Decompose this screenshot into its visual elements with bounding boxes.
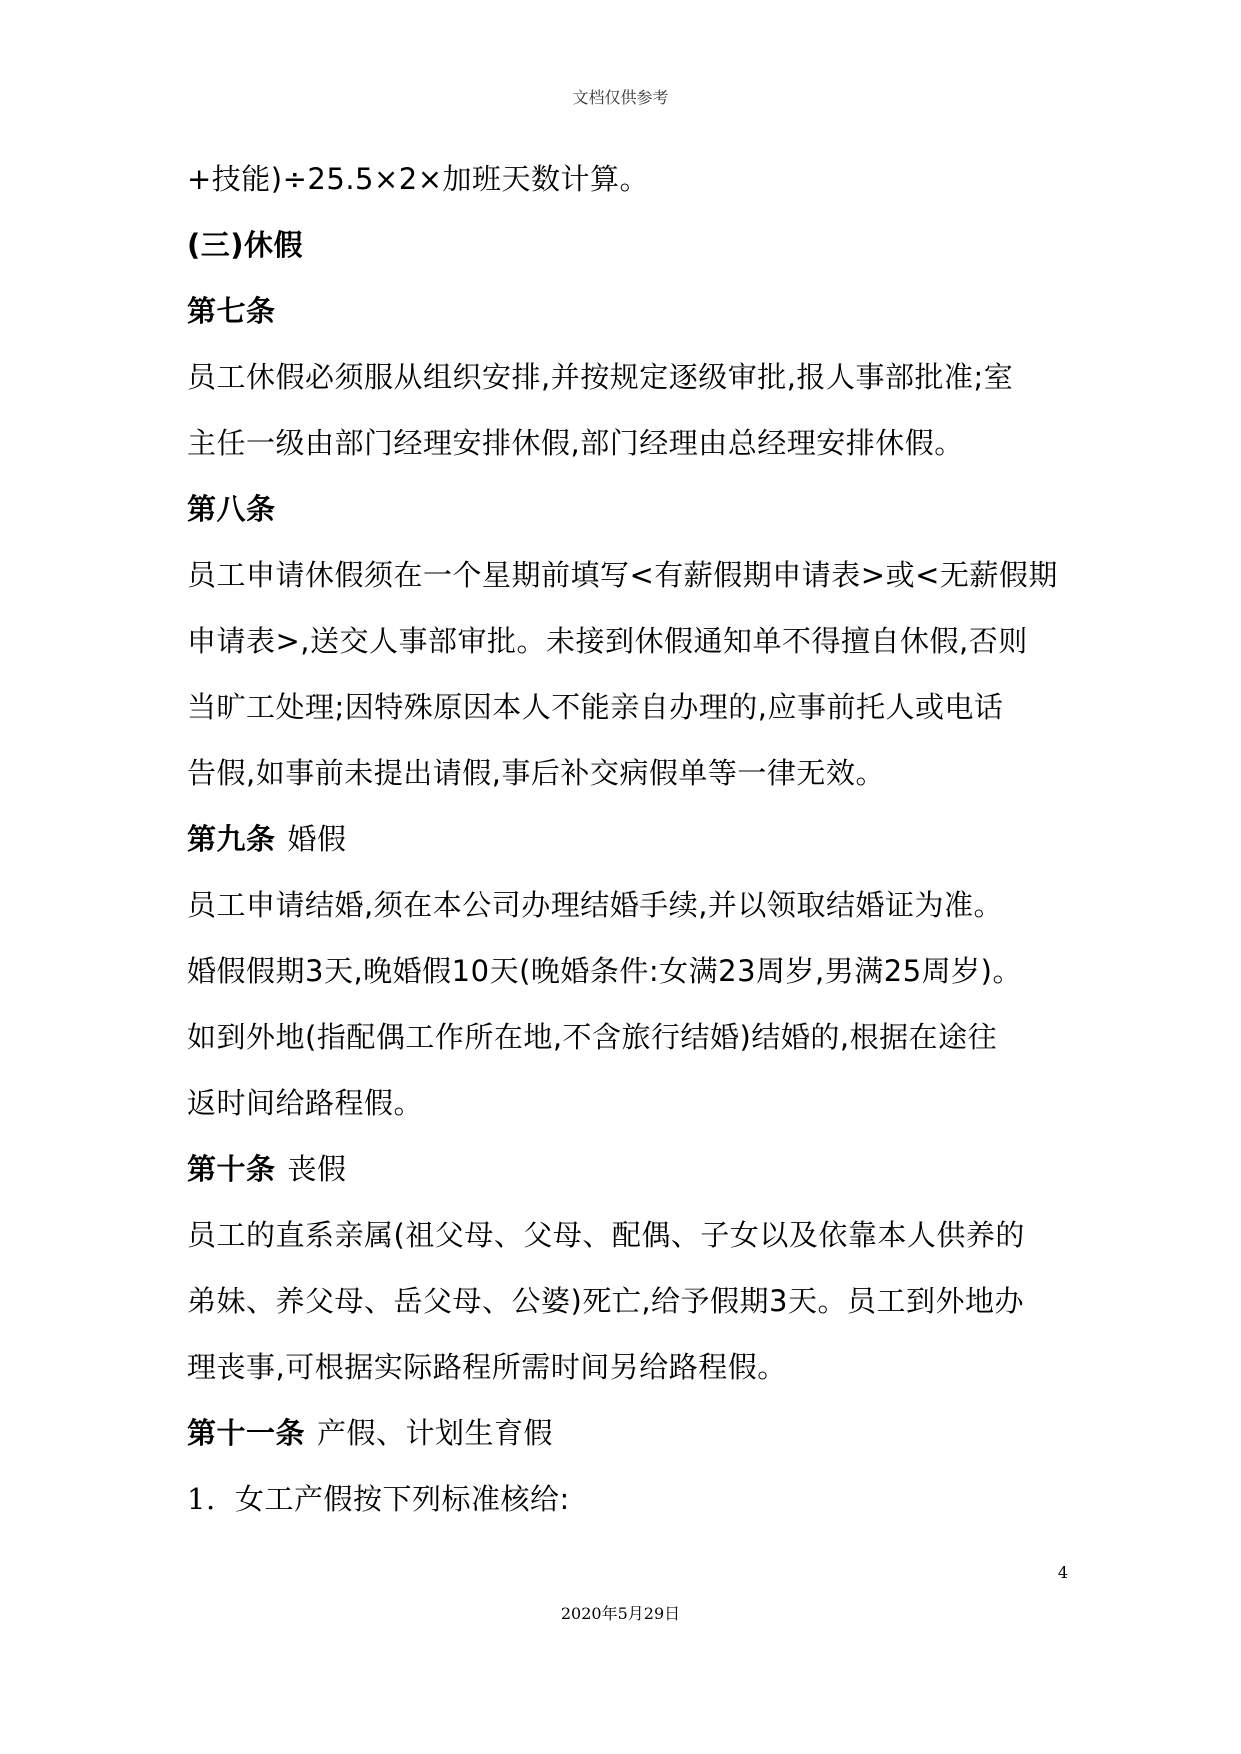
article-9-subtitle: 婚假 <box>287 822 347 856</box>
list-item <box>187 1466 1067 1532</box>
article-9-title: 第九条 <box>187 822 276 856</box>
article-11-heading <box>187 1400 1067 1466</box>
paragraph-line: 当旷工处理;因特殊原因本人不能亲自办理的,应事前托人或电话 <box>187 690 1004 724</box>
paragraph-line: +技能)÷25.5×2×加班天数计算。 <box>187 162 650 196</box>
paragraph-line: 员工的直系亲属(祖父母、父母、配偶、子女以及依靠本人供养的 <box>187 1218 1025 1252</box>
list-item-number: 1. <box>187 1482 216 1516</box>
section-heading: (三)休假 <box>187 228 304 262</box>
paragraph-line: 婚假假期3天,晚婚假10天(晚婚条件:女满23周岁,男满25周岁)。 <box>187 954 1022 988</box>
paragraph-line: 返时间给路程假。 <box>187 1086 424 1120</box>
article-11-subtitle: 产假、计划生育假 <box>317 1416 554 1450</box>
article-8-heading: 第八条 <box>187 492 276 526</box>
paragraph-line: 弟妹、养父母、岳父母、公婆)死亡,给予假期3天。员工到外地办 <box>187 1284 1024 1318</box>
article-10-title: 第十条 <box>187 1152 276 1186</box>
article-9-heading <box>187 806 1067 872</box>
paragraph-line: 理丧事,可根据实际路程所需时间另给路程假。 <box>187 1350 787 1384</box>
paragraph-line: 员工申请休假须在一个星期前填写<有薪假期申请表>或<无薪假期 <box>187 558 1058 592</box>
page-header: 文档仅供参考 <box>572 88 669 107</box>
article-10-subtitle: 丧假 <box>287 1152 347 1186</box>
article-7-heading: 第七条 <box>187 294 276 328</box>
paragraph-line: 员工申请结婚,须在本公司办理结婚手续,并以领取结婚证为准。 <box>187 888 1003 922</box>
paragraph-line: 告假,如事前未提出请假,事后补交病假单等一律无效。 <box>187 756 885 790</box>
page-footer-date: 2020年5月29日 <box>560 1604 681 1623</box>
list-item-text: 女工产假按下列标准核给: <box>235 1482 570 1516</box>
article-11-title: 第十一条 <box>187 1416 306 1450</box>
article-10-heading <box>187 1136 1067 1202</box>
paragraph-line: 申请表>,送交人事部审批。未接到休假通知单不得擅自休假,否则 <box>187 624 1028 658</box>
paragraph-line: 员工休假必须服从组织安排,并按规定逐级审批,报人事部批准;室 <box>187 360 1014 394</box>
paragraph-line: 主任一级由部门经理安排休假,部门经理由总经理安排休假。 <box>187 426 964 460</box>
paragraph-line: 如到外地(指配偶工作所在地,不含旅行结婚)结婚的,根据在途往 <box>187 1020 998 1054</box>
document-body <box>187 146 1067 1532</box>
page-number: 4 <box>1057 1563 1068 1582</box>
